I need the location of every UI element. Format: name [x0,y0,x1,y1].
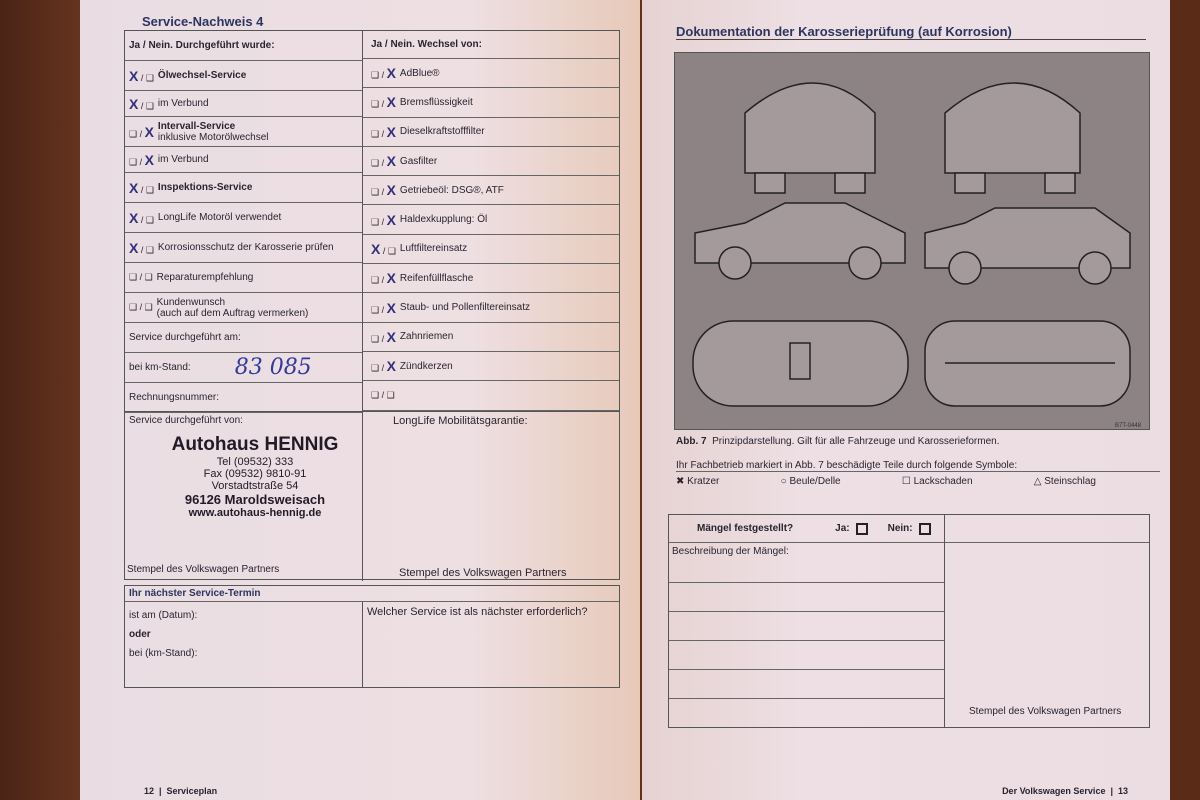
dealer-fax: Fax (09532) 9810-91 [203,468,307,480]
ja-nein-checkbox[interactable]: X / ❑ [129,67,154,84]
no-label: Nein: [887,523,913,534]
ja-nein-checkbox[interactable]: ❑ / ❑ [371,389,395,400]
change-item [363,118,619,147]
change-item [363,59,619,88]
performed-column [125,31,363,411]
footer-label: Serviceplan [166,786,218,796]
footer-label: Der Volkswagen Service [1002,786,1106,796]
item-label: Reparaturempfehlung [156,272,254,283]
ja-nein-checkbox[interactable]: ❑ / X [371,299,396,316]
item-label: Ölwechsel-Service [157,70,247,81]
yes-checkbox[interactable] [856,523,868,535]
car-diagram [674,52,1150,430]
defects-question: Mängel festgestellt? [697,523,794,534]
column-header: Ja / Nein. Wechsel von: [363,31,619,59]
legend-dent: ○ Beule/Delle [780,476,841,487]
field-row [125,353,362,383]
change-item [363,293,619,322]
change-item [363,352,619,381]
legend-paint-damage: ☐ Lackschaden [901,476,973,487]
item-label: Dieselkraftstofffilter [399,126,485,138]
item-label: Bremsflüssigkeit [399,96,473,108]
ja-nein-checkbox[interactable]: X / ❑ [129,179,154,196]
instruction-text: Ihr Fachbetrieb markiert in Abb. 7 beschädigte Teile durch folgende Symbole: [676,460,1160,472]
item-label: Reifenfüllflasche [399,272,474,284]
item-label: Getriebeöl: DSG®, ATF [399,184,504,196]
performed-by-label: Service durchgeführt von: [129,415,243,426]
km-value[interactable]: 83 085 [234,355,312,380]
ja-nein-checkbox[interactable]: ❑ / X [129,151,154,168]
caption-text: Prinzipdarstellung. Gilt für alle Fahrzeuge und Karosserieformen. [712,436,1000,447]
ja-nein-checkbox[interactable]: ❑ / X [371,94,396,111]
page-title: Dokumentation der Karosserieprüfung (auf Korrosion) [676,24,1146,40]
service-item [125,293,362,323]
ja-nein-checkbox[interactable]: ❑ / X [371,182,396,199]
ja-nein-checkbox[interactable]: X / ❑ [129,239,154,256]
item-label: LongLife Motoröl verwendet [157,212,282,223]
ja-nein-checkbox[interactable]: ❑ / X [371,328,396,345]
legend-stone-chip: △ Steinschlag [1033,476,1096,487]
description-label: Beschreibung der Mängel: [669,543,944,583]
item-label: Zündkerzen [399,360,453,372]
service-item [125,91,362,117]
dealer-city: 96126 Maroldsweisach [184,492,326,507]
page-title: Service-Nachweis 4 [142,14,264,29]
item-label: Luftfiltereinsatz [399,243,468,255]
dealer-web: www.autohaus-hennig.de [188,507,322,519]
caption-label: Abb. 7 [676,436,707,447]
change-item [363,323,619,352]
car-side-sedan [695,203,905,279]
figure-code: B7T-0448 [1115,423,1142,429]
figure-caption [676,436,1000,447]
yes-label: Ja: [835,523,850,534]
ja-nein-checkbox[interactable]: ❑ / ❑ [129,302,153,312]
service-item [125,203,362,233]
symbol-legend [676,476,1096,487]
item-label: Gasfilter [399,155,438,167]
ja-nein-checkbox[interactable]: ❑ / X [371,153,396,170]
next-service-title: Ihr nächster Service-Termin [125,586,619,602]
item-sublabel: inklusive Motorölwechsel [157,131,269,143]
page-footer: 12 | Serviceplan [144,786,218,796]
stamp-label: Stempel des Volkswagen Partners [127,564,280,575]
item-label: Inspektions-Service [157,182,253,193]
item-label: im Verbund [157,98,209,109]
change-item [363,381,619,410]
item-label: Intervall-Service [157,120,236,132]
dealer-stamp [145,434,365,519]
mobility-label: LongLife Mobilitätsgarantie: [393,415,528,427]
item-sublabel: (auch auf dem Auftrag vermerken) [156,307,309,319]
column-header: Ja / Nein. Durchgeführt wurde: [125,31,362,61]
dealer-street: Vorstadtstraße 54 [211,480,299,492]
ja-nein-checkbox[interactable]: ❑ / X [371,123,396,140]
car-side-wagon [925,208,1130,284]
stamp-area [125,412,363,581]
service-item [125,233,362,263]
next-date-label: ist am (Datum): [129,610,198,621]
or-label: oder [129,629,151,640]
car-front-view [945,83,1080,193]
change-item [363,205,619,234]
car-underbody-view [925,321,1130,406]
mobility-area [363,412,619,581]
ja-nein-checkbox[interactable]: X / ❑ [129,209,154,226]
stamp-label: Stempel des Volkswagen Partners [969,706,1122,717]
next-service-box [124,585,620,688]
stamp-label: Stempel des Volkswagen Partners [399,567,567,579]
field-row [125,383,362,413]
legend-scratch: ✖ Kratzer [676,476,720,487]
car-rear-view [745,83,875,193]
field-label: Rechnungsnummer: [129,392,220,403]
page-footer: Der Volkswagen Service | 13 [1002,786,1128,796]
item-label: Kundenwunsch [156,296,226,308]
service-item [125,173,362,203]
service-item [125,263,362,293]
dealer-tel: Tel (09532) 333 [216,456,294,468]
item-label: Korrosionsschutz der Karosserie prüfen [157,242,334,253]
car-top-view [693,321,908,406]
next-km-label: bei (km-Stand): [129,648,198,659]
ja-nein-checkbox[interactable]: ❑ / ❑ [129,272,153,282]
field-row [125,323,362,353]
field-label: Service durchgeführt am: [129,332,241,343]
item-label: Staub- und Pollenfiltereinsatz [399,302,530,314]
defects-box [668,514,1150,728]
change-item [363,147,619,176]
ja-nein-checkbox[interactable]: ❑ / X [371,358,396,375]
ja-nein-checkbox[interactable]: X / ❑ [129,95,154,112]
change-item [363,235,619,264]
item-label: Haldexkupplung: Öl [399,214,488,226]
right-page [642,0,1170,800]
page-number: 12 [144,786,155,796]
no-checkbox[interactable] [919,523,931,535]
ja-nein-checkbox[interactable]: ❑ / X [371,65,396,82]
service-item [125,117,362,147]
changed-column [363,31,619,411]
item-label: Zahnriemen [399,331,454,343]
change-item [363,264,619,293]
item-label: im Verbund [157,154,209,165]
ja-nein-checkbox[interactable]: ❑ / X [371,211,396,228]
change-item [363,176,619,205]
service-item [125,61,362,91]
dealer-name: Autohaus HENNIG [171,434,339,455]
page-number: 13 [1117,786,1128,796]
item-label: AdBlue® [399,67,440,79]
service-item [125,147,362,173]
ja-nein-checkbox[interactable]: ❑ / X [129,123,154,140]
service-table [124,30,620,580]
ja-nein-checkbox[interactable]: ❑ / X [371,270,396,287]
field-label: bei km-Stand: [129,362,191,373]
next-service-question: Welcher Service ist als nächster erforderlich? [367,606,588,618]
ja-nein-checkbox[interactable]: X / ❑ [371,240,396,257]
change-item [363,88,619,117]
left-page [80,0,640,800]
